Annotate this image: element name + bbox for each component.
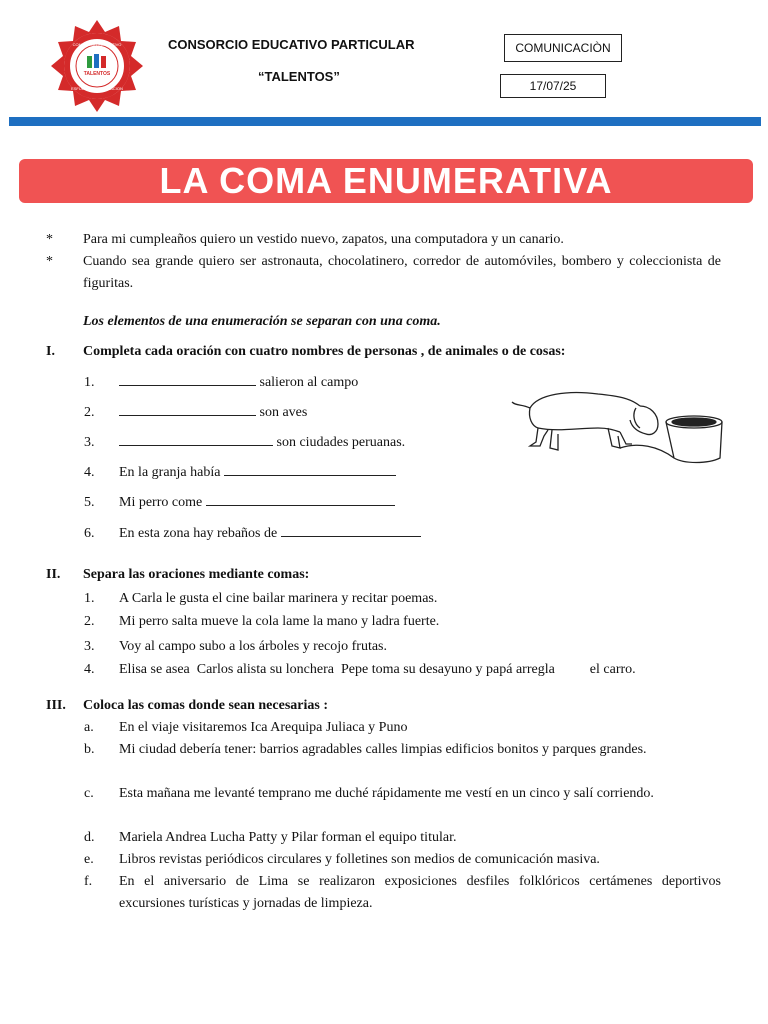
exercise-letter: f. bbox=[84, 874, 93, 889]
exercise-number: 6. bbox=[84, 526, 95, 541]
school-name-line1: CONSORCIO EDUCATIVO PARTICULAR bbox=[168, 37, 415, 52]
exercise-item: Mi perro come bbox=[119, 492, 395, 514]
example-bullet: * bbox=[46, 232, 53, 247]
section-number: II. bbox=[46, 567, 61, 582]
exercise-letter: d. bbox=[84, 830, 95, 845]
dog-eating-illustration bbox=[508, 384, 730, 466]
example-text: Cuando sea grande quiero ser astronauta, chocolatinero, corredor de automóviles, bombero y coleccionista de figuritas. bbox=[83, 254, 721, 291]
answer-blank[interactable] bbox=[119, 432, 273, 446]
answer-blank[interactable] bbox=[281, 523, 421, 537]
exercise-number: 4. bbox=[84, 662, 95, 677]
exercise-item: En esta zona hay rebaños de bbox=[119, 523, 421, 545]
logo-center-text: TALENTOS bbox=[83, 71, 111, 77]
exercise-letter: c. bbox=[84, 786, 94, 801]
exercise-item: Esta mañana me levanté temprano me duché rápidamente me vestí en un cinco y salí corriendo. bbox=[119, 786, 654, 801]
answer-blank[interactable] bbox=[119, 372, 256, 386]
school-logo bbox=[49, 18, 145, 114]
exercise-number: 1. bbox=[84, 591, 95, 606]
exercise-item: Elisa se asea Carlos alista su lonchera Pepe toma su desayuno y papá arregla el carro. bbox=[119, 662, 636, 677]
exercise-letter: b. bbox=[84, 742, 95, 757]
section-heading: Separa las oraciones mediante comas: bbox=[83, 567, 310, 582]
section-number: I. bbox=[46, 344, 55, 359]
exercise-item: son ciudades peruanas. bbox=[119, 432, 405, 454]
school-name-line2: “TALENTOS” bbox=[258, 69, 340, 84]
exercise-number: 4. bbox=[84, 465, 95, 480]
subject-label: COMUNICACIÒN bbox=[515, 41, 611, 55]
exercise-number: 3. bbox=[84, 435, 95, 450]
exercise-item: A Carla le gusta el cine bailar marinera y recitar poemas. bbox=[119, 591, 438, 606]
exercise-item: Voy al campo subo a los árboles y recojo frutas. bbox=[119, 639, 388, 654]
exercise-item: Mi perro salta mueve la cola lame la mano y ladra fuerte. bbox=[119, 614, 440, 629]
logo-top-text: CONSORCIO EDUCATIVO bbox=[72, 42, 122, 47]
exercise-number: 2. bbox=[84, 614, 95, 629]
title-banner bbox=[19, 159, 753, 203]
exercise-item: Mariela Andrea Lucha Patty y Pilar forman el equipo titular. bbox=[119, 830, 457, 845]
exercise-item: son aves bbox=[119, 402, 307, 424]
header-divider bbox=[9, 117, 761, 126]
answer-blank[interactable] bbox=[206, 492, 395, 506]
exercise-item: Mi ciudad debería tener: barrios agradables calles limpias edificios bonitos y parques grandes. bbox=[119, 742, 647, 757]
exercise-letter: e. bbox=[84, 852, 94, 867]
date-label: 17/07/25 bbox=[529, 79, 577, 93]
answer-blank[interactable] bbox=[119, 402, 256, 416]
exercise-number: 2. bbox=[84, 405, 95, 420]
section-heading: Completa cada oración con cuatro nombres de personas , de animales o de cosas: bbox=[83, 344, 566, 359]
exercise-number: 3. bbox=[84, 639, 95, 654]
rule-note: Los elementos de una enumeración se separan con una coma. bbox=[83, 314, 441, 329]
example-text: Para mi cumpleaños quiero un vestido nuevo, zapatos, una computadora y un canario. bbox=[83, 232, 564, 247]
exercise-number: 1. bbox=[84, 375, 95, 390]
date-box bbox=[500, 74, 606, 98]
exercise-item: salieron al campo bbox=[119, 372, 358, 394]
exercise-item: Libros revistas periódicos circulares y folletines son medios de comunicación masiva. bbox=[119, 852, 600, 867]
exercise-number: 5. bbox=[84, 495, 95, 510]
exercise-letter: a. bbox=[84, 720, 94, 735]
answer-blank[interactable] bbox=[224, 462, 396, 476]
exercise-item: En el viaje visitaremos Ica Arequipa Juliaca y Puno bbox=[119, 720, 408, 735]
exercise-item: En el aniversario de Lima se realizaron exposiciones desfiles folklóricos certámenes deportivos excursiones turísticas y jornadas de limpieza. bbox=[119, 874, 721, 911]
logo-bottom-text: ESFUERZO · SUPERACION bbox=[71, 86, 123, 91]
exercise-item: En la granja había bbox=[119, 462, 396, 484]
section-number: III. bbox=[46, 698, 66, 713]
section-heading: Coloca las comas donde sean necesarias : bbox=[83, 698, 328, 713]
subject-box bbox=[504, 34, 622, 62]
example-bullet: * bbox=[46, 254, 53, 269]
page-title: LA COMA ENUMERATIVA bbox=[159, 160, 613, 201]
